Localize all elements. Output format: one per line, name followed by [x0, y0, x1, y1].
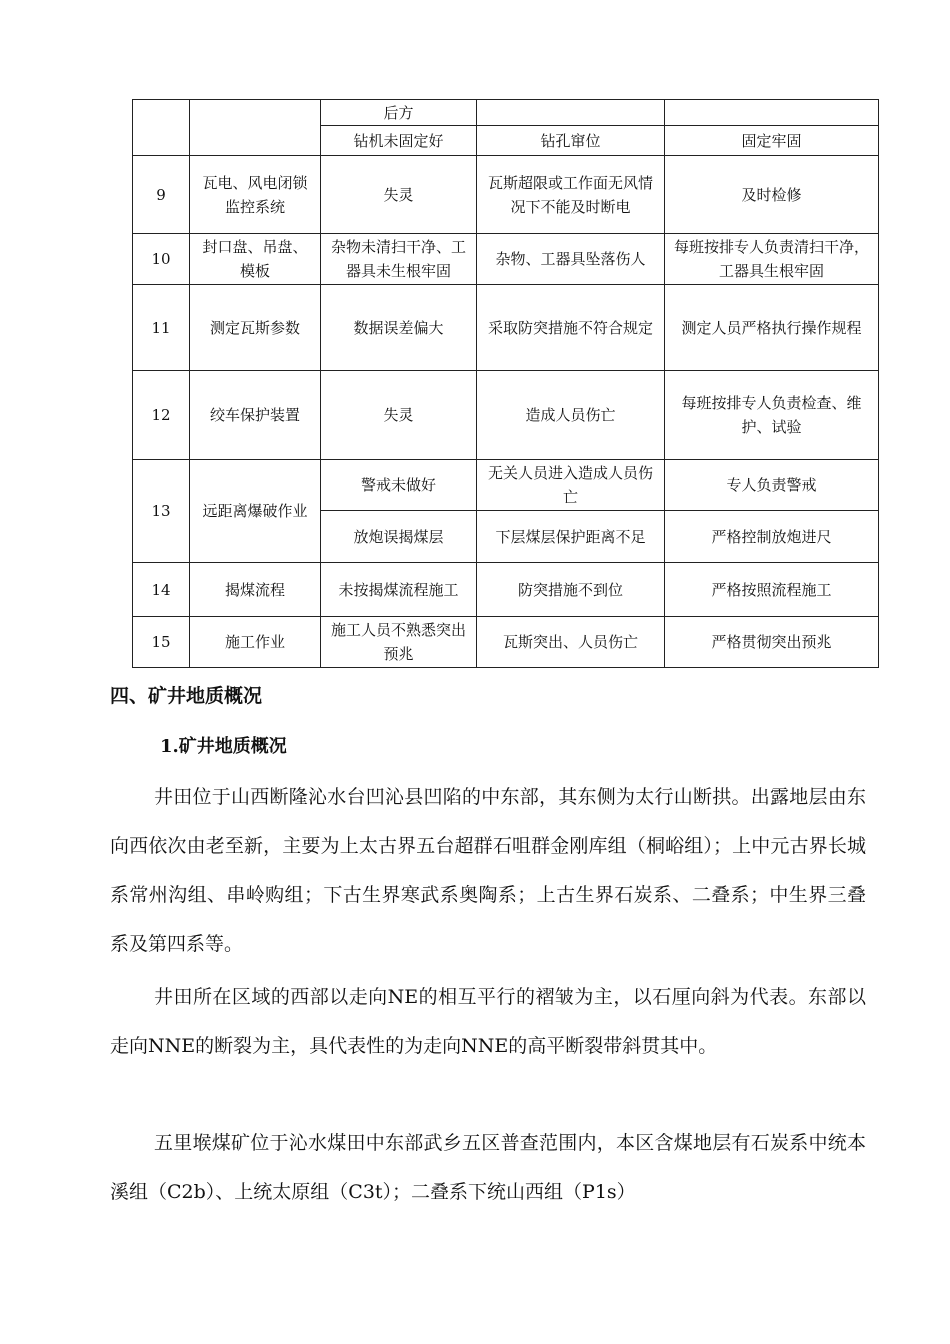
table-row	[133, 617, 879, 668]
table-row	[133, 371, 879, 460]
table-cell: 固定牢固	[665, 126, 879, 156]
measure-cell: 严格按照流程施工	[665, 563, 879, 617]
table-row	[133, 460, 879, 511]
table-row	[133, 100, 879, 126]
table-cell	[133, 100, 190, 156]
body-paragraph: 井田位于山西断隆沁水台凹沁县凹陷的中东部，其东侧为太行山断拱。出露地层由东向西依次由老至新，主要为上太古界五台超群石咀群金刚库组（桐峪组）；上中元古界长城系常州沟组、串岭购组；下古生界寒武系奥陶系；上古生界石炭系、二叠系；中生界三叠系及第四系等。	[110, 786, 866, 955]
row-number: 10	[133, 234, 190, 285]
item-cell: 施工作业	[190, 617, 321, 668]
row-number: 12	[133, 371, 190, 460]
consequence-cell: 采取防突措施不符合规定	[477, 285, 665, 371]
item-cell: 绞车保护装置	[190, 371, 321, 460]
table-cell	[190, 100, 321, 156]
table-cell: 钻孔窜位	[477, 126, 665, 156]
consequence-cell: 下层煤层保护距离不足	[477, 511, 665, 563]
subsection-heading: 1.矿井地质概况	[160, 736, 287, 757]
item-cell: 揭煤流程	[190, 563, 321, 617]
hazard-cell: 失灵	[321, 371, 477, 460]
consequence-cell: 造成人员伤亡	[477, 371, 665, 460]
row-number: 14	[133, 563, 190, 617]
consequence-cell: 防突措施不到位	[477, 563, 665, 617]
table-row	[133, 285, 879, 371]
item-cell: 瓦电、风电闭锁 监控系统	[190, 156, 321, 234]
table-cell: 后方	[321, 100, 477, 126]
hazard-cell: 失灵	[321, 156, 477, 234]
hazard-cell: 放炮误揭煤层	[321, 511, 477, 563]
measure-cell: 严格贯彻突出预兆	[665, 617, 879, 668]
measure-cell: 严格控制放炮进尺	[665, 511, 879, 563]
item-cell: 封口盘、吊盘、模板	[190, 234, 321, 285]
consequence-cell: 瓦斯突出、人员伤亡	[477, 617, 665, 668]
hazard-cell: 杂物未清扫干净、工器具未生根牢固	[321, 234, 477, 285]
consequence-cell: 瓦斯超限或工作面无风情况下不能及时断电	[477, 156, 665, 234]
row-number: 13	[133, 460, 190, 563]
measure-cell: 及时检修	[665, 156, 879, 234]
table-cell	[665, 100, 879, 126]
consequence-cell: 杂物、工器具坠落伤人	[477, 234, 665, 285]
table-row	[133, 563, 879, 617]
table-row	[133, 156, 879, 234]
measure-cell: 每班按排专人负责检查、维护、试验	[665, 371, 879, 460]
table-row	[133, 234, 879, 285]
measure-cell: 测定人员严格执行操作规程	[665, 285, 879, 371]
table-cell	[477, 100, 665, 126]
measure-cell: 每班按排专人负责清扫干净，工器具生根牢固	[665, 234, 879, 285]
item-cell: 测定瓦斯参数	[190, 285, 321, 371]
consequence-cell: 无关人员进入造成人员伤亡	[477, 460, 665, 511]
section-heading: 四、矿井地质概况	[110, 685, 263, 707]
body-paragraph: 五里堠煤矿位于沁水煤田中东部武乡五区普查范围内，本区含煤地层有石炭系中统本溪组（C2b）、上统太原组（C3t）；二叠系下统山西组（P1s）	[110, 1132, 866, 1203]
table-cell: 钻机未固定好	[321, 126, 477, 156]
hazard-cell: 未按揭煤流程施工	[321, 563, 477, 617]
body-paragraph: 井田所在区域的西部以走向NE的相互平行的褶皱为主，以石厘向斜为代表。东部以走向NNE的断裂为主，具代表性的为走向NNE的高平断裂带斜贯其中。	[110, 986, 866, 1057]
measure-cell: 专人负责警戒	[665, 460, 879, 511]
hazard-cell: 施工人员不熟悉突出预兆	[321, 617, 477, 668]
hazard-cell: 警戒未做好	[321, 460, 477, 511]
row-number: 11	[133, 285, 190, 371]
row-number: 15	[133, 617, 190, 668]
row-number: 9	[133, 156, 190, 234]
item-cell: 远距离爆破作业	[190, 460, 321, 563]
hazard-cell: 数据误差偏大	[321, 285, 477, 371]
risk-table	[132, 99, 879, 668]
